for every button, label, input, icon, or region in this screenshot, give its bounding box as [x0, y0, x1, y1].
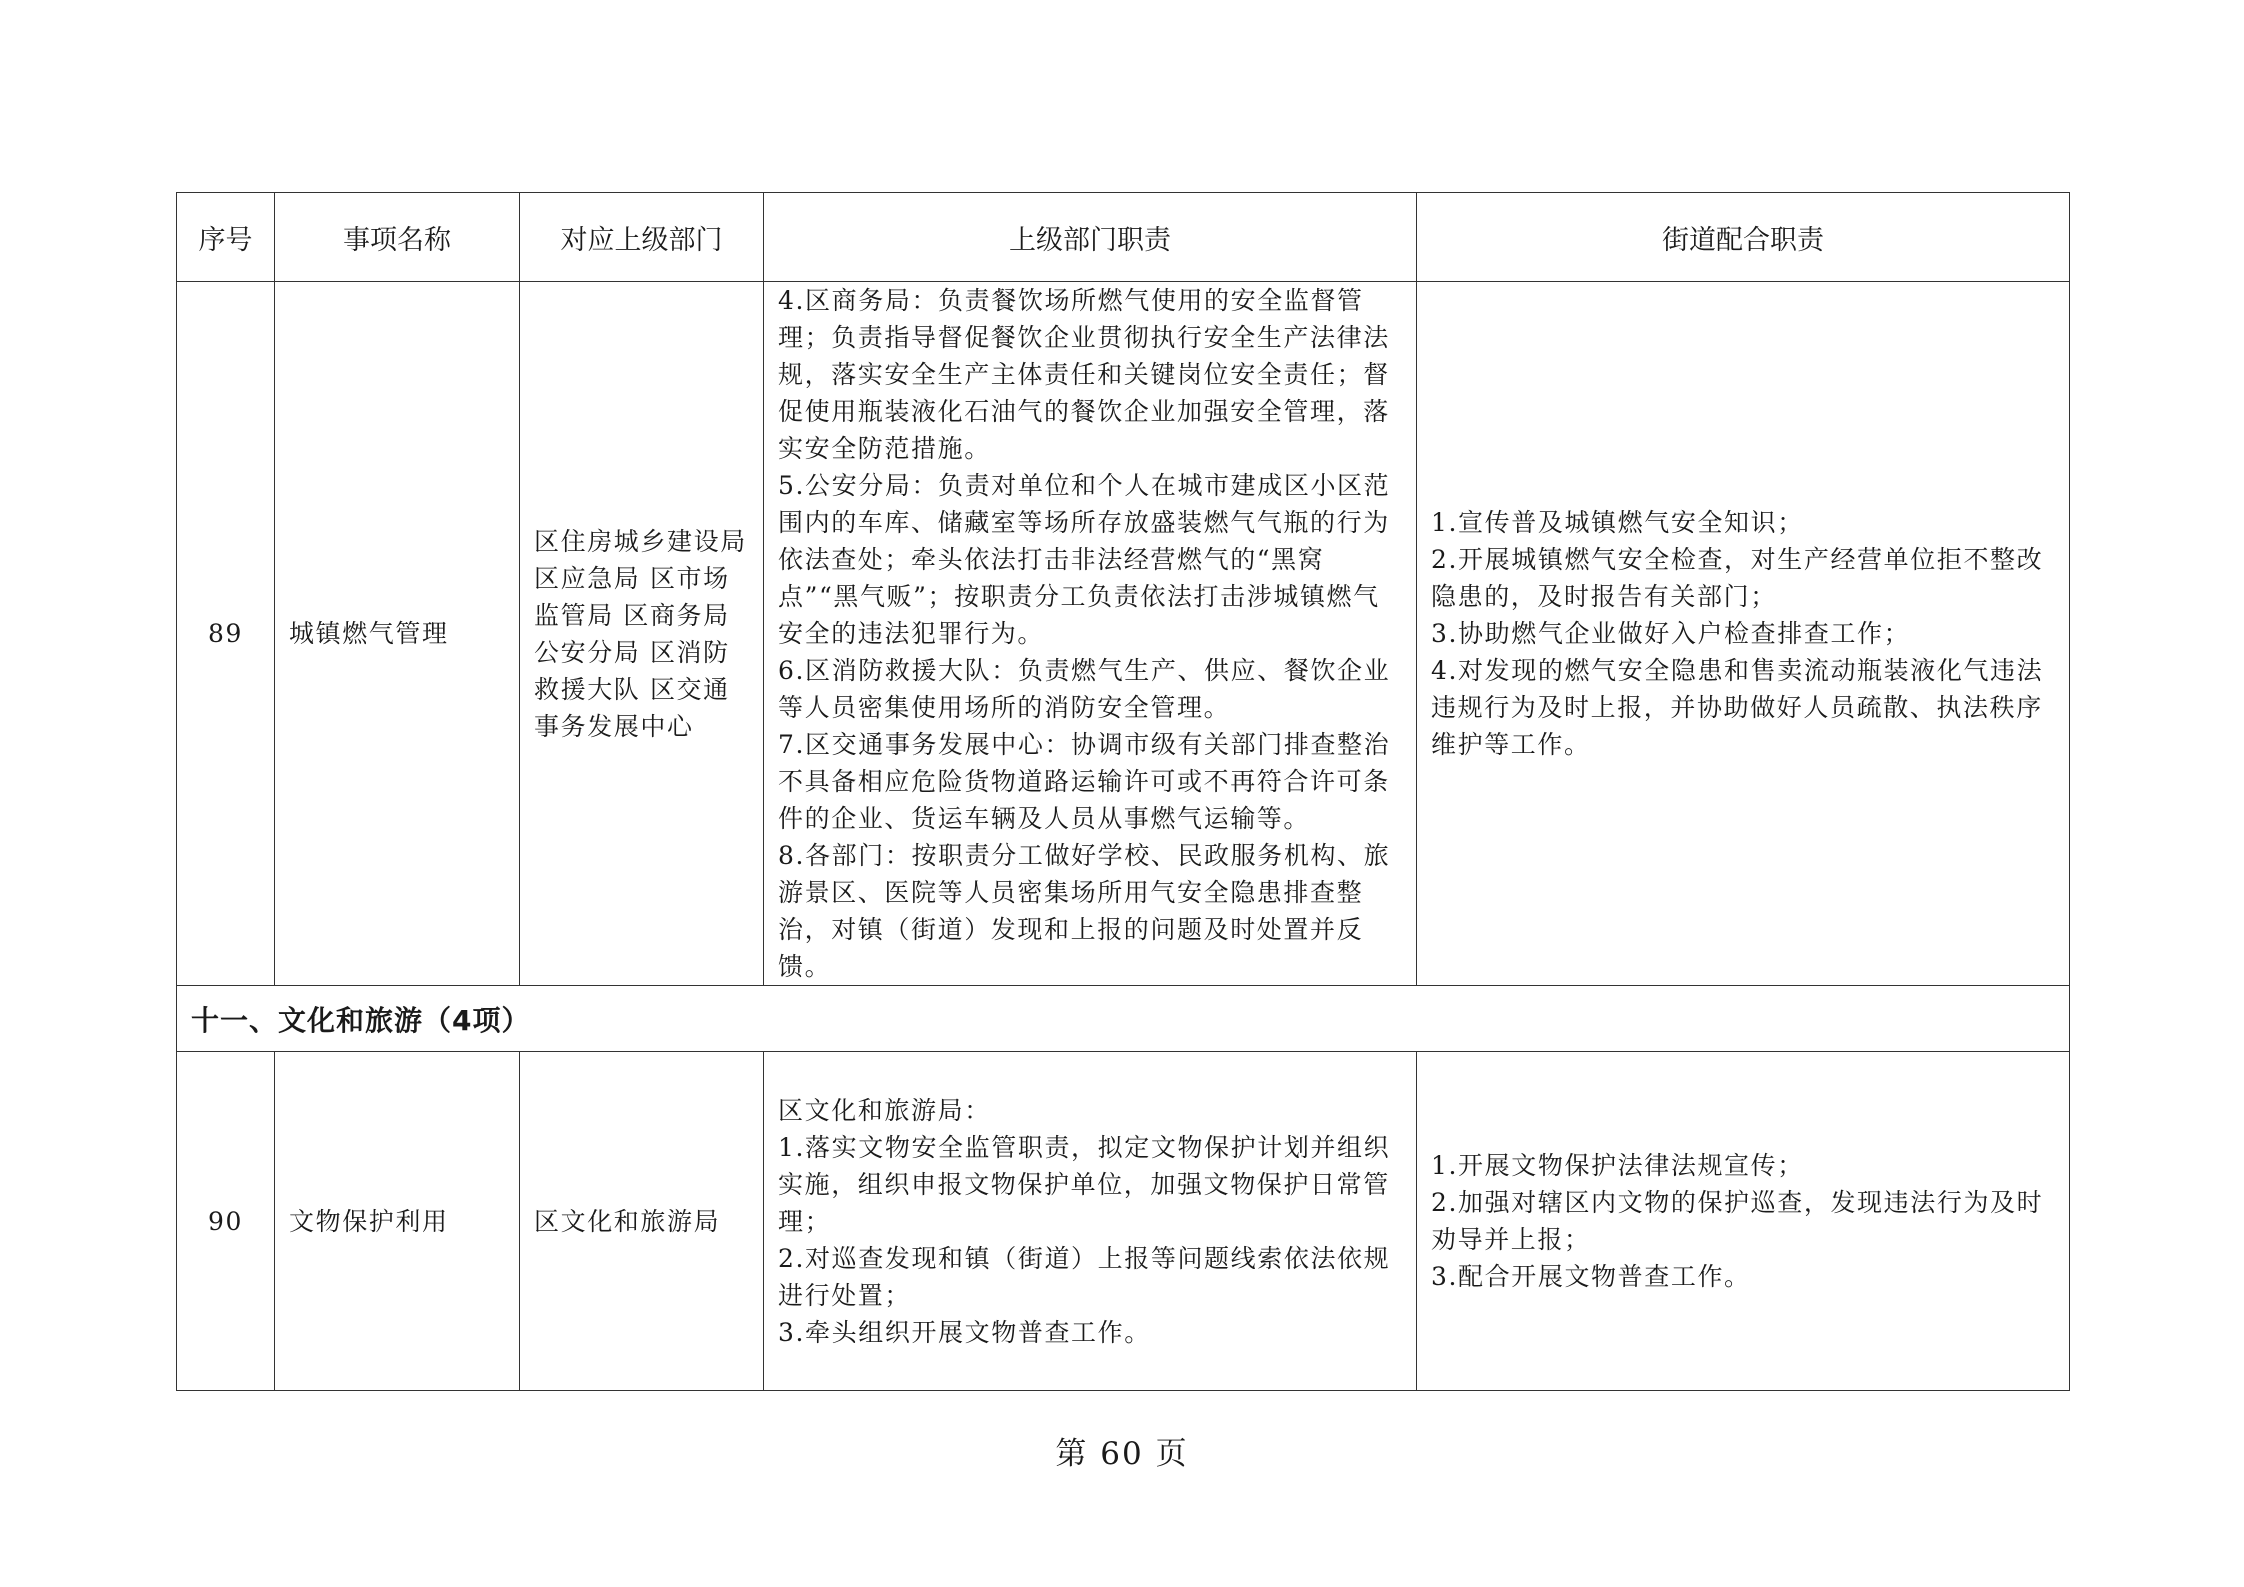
- table-header-row: [177, 193, 2070, 282]
- header-superior-department: 对应上级部门: [520, 193, 764, 282]
- row-street-duties: 1.宣传普及城镇燃气安全知识； 2.开展城镇燃气安全检查，对生产经营单位拒不整改隐患的，及时报告有关部门； 3.协助燃气企业做好入户检查排查工作； 4.对发现的燃气安全隐患和售卖流动瓶装液化气违法违规行为及时上报，并协助做好人员疏散、执法秩序维护等工作。: [1417, 282, 2070, 986]
- row-departments: 区文化和旅游局: [520, 1052, 764, 1391]
- header-street-duties: 街道配合职责: [1417, 193, 2070, 282]
- header-superior-duties: 上级部门职责: [764, 193, 1417, 282]
- section-title: 十一、文化和旅游（4项）: [177, 986, 2070, 1052]
- row-item-name: 文物保护利用: [275, 1052, 520, 1391]
- page-number: 第 60 页: [1055, 1436, 1189, 1472]
- row-number: 90: [177, 1052, 275, 1391]
- row-number: 89: [177, 282, 275, 986]
- row-superior-duties: 区文化和旅游局： 1.落实文物安全监管职责，拟定文物保护计划并组织实施，组织申报文物保护单位，加强文物保护日常管理； 2.对巡查发现和镇（街道）上报等问题线索依法依规进行处置； 3.牵头组织开展文物普查工作。: [764, 1052, 1417, 1391]
- row-departments: 区住房城乡建设局 区应急局 区市场监管局 区商务局 公安分局 区消防救援大队 区交通事务发展中心: [520, 282, 764, 986]
- section-heading-row: [177, 986, 2070, 1052]
- responsibility-table: [176, 192, 2070, 1391]
- row-item-name: 城镇燃气管理: [275, 282, 520, 986]
- row-street-duties: 1.开展文物保护法律法规宣传； 2.加强对辖区内文物的保护巡查，发现违法行为及时劝导并上报； 3.配合开展文物普查工作。: [1417, 1052, 2070, 1391]
- header-number: 序号: [177, 193, 275, 282]
- header-item-name: 事项名称: [275, 193, 520, 282]
- table-row: [177, 282, 2070, 986]
- table-row: [177, 1052, 2070, 1391]
- row-superior-duties: 4.区商务局：负责餐饮场所燃气使用的安全监督管理；负责指导督促餐饮企业贯彻执行安全生产法律法规，落实安全生产主体责任和关键岗位安全责任；督促使用瓶装液化石油气的餐饮企业加强安全管理，落实安全防范措施。 5.公安分局：负责对单位和个人在城市建成区小区范围内的车库、储藏室等场所存放盛装燃气气瓶的行为依法查处；牵头依法打击非法经营燃气的“黑窝点”“黑气贩”；按职责分工负责依法打击涉城镇燃气安全的违法犯罪行为。 6.区消防救援大队：负责燃气生产、供应、餐饮企业等人员密集使用场所的消防安全管理。 7.区交通事务发展中心：协调市级有关部门排查整治不具备相应危险货物道路运输许可或不再符合许可条件的企业、货运车辆及人员从事燃气运输等。 8.各部门：按职责分工做好学校、民政服务机构、旅游景区、医院等人员密集场所用气安全隐患排查整治，对镇（街道）发现和上报的问题及时处置并反馈。: [764, 282, 1417, 986]
